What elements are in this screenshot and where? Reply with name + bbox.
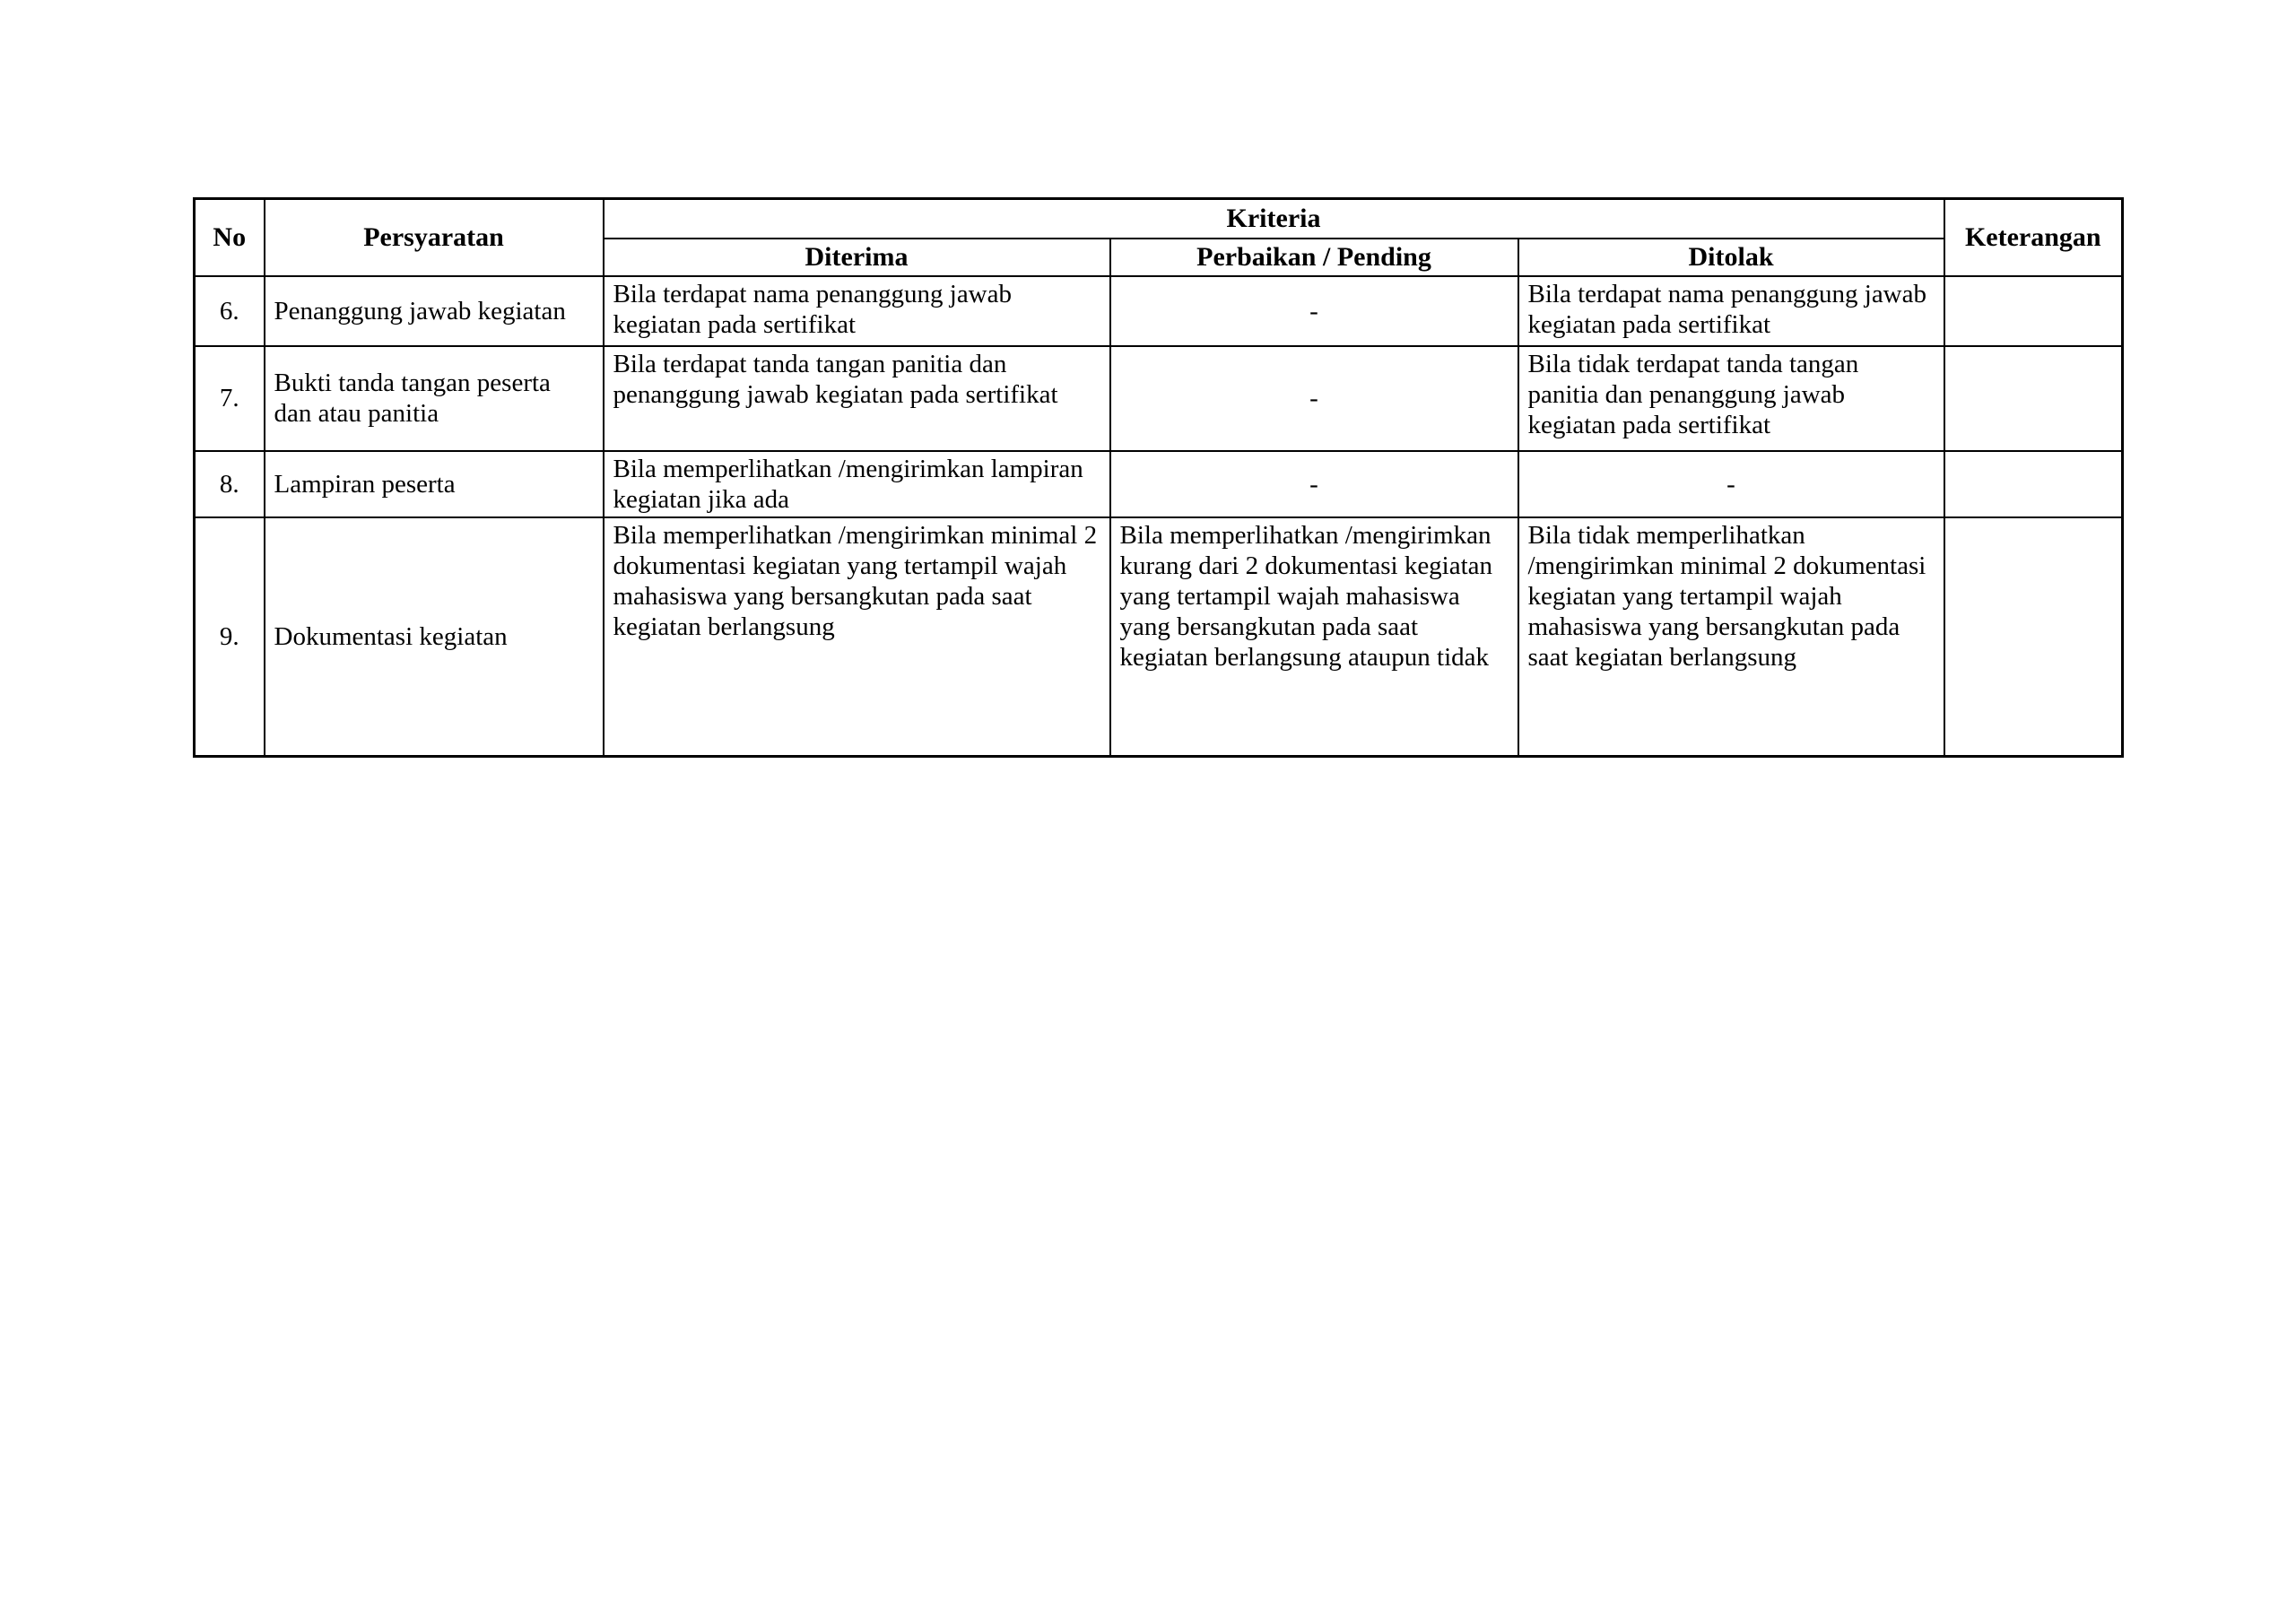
cell-no: 7. (195, 346, 265, 451)
criteria-table (193, 197, 2124, 758)
cell-diterima: Bila memperlihatkan /mengirimkan lampiran kegiatan jika ada (604, 451, 1110, 517)
cell-perbaikan: - (1110, 346, 1518, 451)
cell-keterangan (1944, 517, 2123, 757)
cell-keterangan (1944, 346, 2123, 451)
header-kriteria: Kriteria (604, 199, 1944, 239)
cell-ditolak: Bila terdapat nama penanggung jawab kegiatan pada sertifikat (1518, 276, 1944, 346)
cell-ditolak: Bila tidak terdapat tanda tangan panitia dan penanggung jawab kegiatan pada sertifikat (1518, 346, 1944, 451)
cell-persyaratan: Bukti tanda tangan peserta dan atau panitia (265, 346, 604, 451)
cell-no: 6. (195, 276, 265, 346)
header-keterangan: Keterangan (1944, 199, 2123, 276)
cell-persyaratan: Penanggung jawab kegiatan (265, 276, 604, 346)
header-no: No (195, 199, 265, 276)
table-header-row-top (195, 199, 2123, 239)
table-row (195, 346, 2123, 451)
cell-no: 9. (195, 517, 265, 757)
header-ditolak: Ditolak (1518, 239, 1944, 276)
cell-diterima: Bila memperlihatkan /mengirimkan minimal 2 dokumentasi kegiatan yang tertampil wajah mahasiswa yang bersangkutan pada saat kegiatan berlangsung (604, 517, 1110, 757)
cell-ditolak: - (1518, 451, 1944, 517)
header-persyaratan: Persyaratan (265, 199, 604, 276)
cell-persyaratan: Dokumentasi kegiatan (265, 517, 604, 757)
cell-no: 8. (195, 451, 265, 517)
cell-perbaikan: - (1110, 451, 1518, 517)
cell-diterima: Bila terdapat tanda tangan panitia dan penanggung jawab kegiatan pada sertifikat (604, 346, 1110, 451)
table-row (195, 517, 2123, 757)
cell-keterangan (1944, 276, 2123, 346)
header-diterima: Diterima (604, 239, 1110, 276)
cell-diterima: Bila terdapat nama penanggung jawab kegiatan pada sertifikat (604, 276, 1110, 346)
header-perbaikan-pending: Perbaikan / Pending (1110, 239, 1518, 276)
cell-keterangan (1944, 451, 2123, 517)
table-row (195, 451, 2123, 517)
cell-perbaikan: - (1110, 276, 1518, 346)
table-row (195, 276, 2123, 346)
cell-ditolak: Bila tidak memperlihatkan /mengirimkan minimal 2 dokumentasi kegiatan yang tertampil wajah mahasiswa yang bersangkutan pada saat kegiatan berlangsung (1518, 517, 1944, 757)
cell-persyaratan: Lampiran peserta (265, 451, 604, 517)
cell-perbaikan: Bila memperlihatkan /mengirimkan kurang dari 2 dokumentasi kegiatan yang tertampil wajah mahasiswa yang bersangkutan pada saat kegiatan berlangsung ataupun tidak (1110, 517, 1518, 757)
